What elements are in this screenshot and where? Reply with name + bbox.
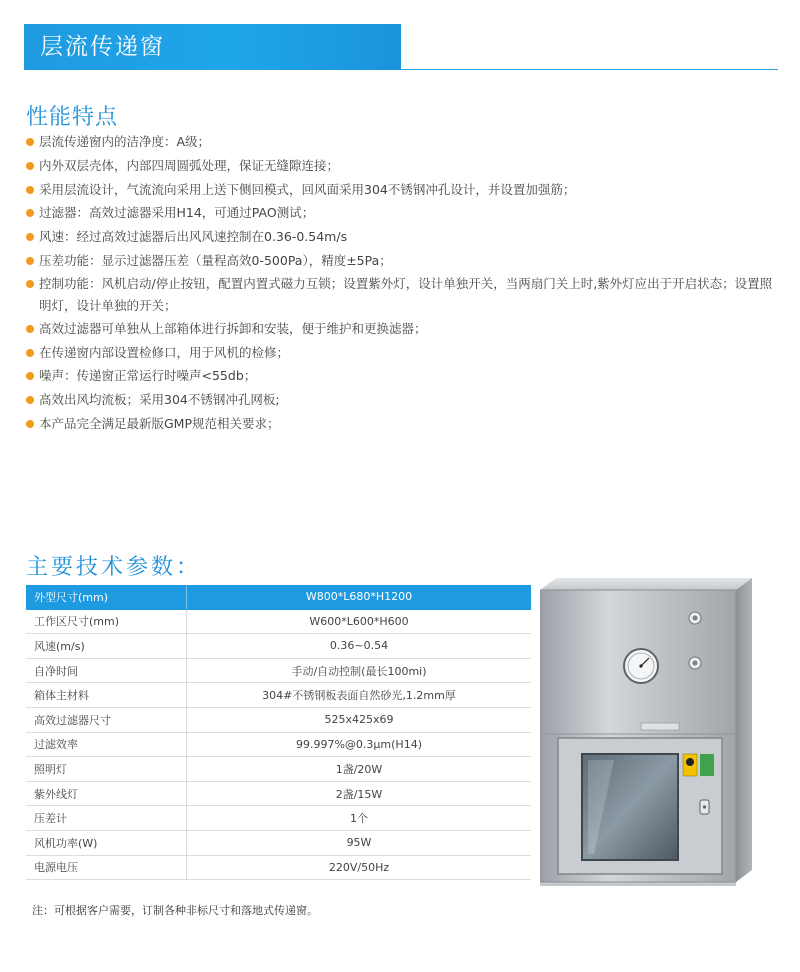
feature-item [26, 364, 776, 388]
feature-item [26, 249, 776, 273]
orange-dot-icon [26, 186, 34, 194]
feature-item [26, 341, 776, 365]
table-row [26, 732, 531, 757]
spec-value: 95W [187, 830, 532, 855]
orange-dot-icon [26, 209, 34, 217]
spec-value: 220V/50Hz [187, 855, 532, 880]
spec-value: 1个 [187, 806, 532, 831]
feature-text: 本产品完全满足最新版GMP规范相关要求； [39, 415, 280, 431]
specs-title: 主要技术参数： [26, 555, 202, 580]
spec-label: 工作区尺寸(mm) [26, 609, 187, 634]
feature-text: 风速：经过高效过滤器后出风风速控制在0.36-0.54m/s [39, 229, 348, 245]
spec-note: 注：可根据客户需要，订制各种非标尺寸和落地式传递窗。 [32, 904, 318, 917]
cabinet-side [736, 578, 752, 882]
table-row [26, 806, 531, 831]
feature-item [26, 178, 776, 202]
pressure-gauge-icon [624, 649, 658, 683]
orange-dot-icon [26, 396, 34, 404]
feature-text: 压差功能：显示过滤器压差（量程高效0-500Pa），精度±5Pa； [39, 252, 392, 268]
table-row [26, 634, 531, 659]
feature-text: 控制功能：风机启动/停止按钮，配置内置式磁力互锁；设置紫外灯，设计单独开关，当两扇门关上时,紫外灯应出于开启状态；设置照明灯，设计单独的开关； [39, 275, 773, 313]
table-row [26, 855, 531, 880]
feature-text: 层流传递窗内的洁净度：A级； [39, 134, 211, 149]
feature-item [26, 388, 776, 412]
spec-value: 1盏/20W [187, 757, 532, 782]
features-list [26, 130, 776, 436]
feature-text: 在传递窗内部设置检修口，用于风机的检修； [39, 344, 290, 360]
table-row [26, 609, 531, 634]
feature-item [26, 130, 776, 154]
spec-label: 紫外线灯 [26, 781, 187, 806]
feature-item [26, 225, 776, 249]
table-row [26, 707, 531, 732]
green-sign [700, 754, 714, 776]
spec-value: 2盏/15W [187, 781, 532, 806]
orange-dot-icon [26, 372, 34, 380]
table-row [26, 658, 531, 683]
feature-item [26, 273, 776, 317]
features-title: 性能特点 [26, 105, 119, 130]
feature-item [26, 317, 776, 341]
spec-label: 过滤效率 [26, 732, 187, 757]
spec-label: 自净时间 [26, 658, 187, 683]
orange-dot-icon [26, 138, 34, 146]
spec-label: 照明灯 [26, 757, 187, 782]
spec-value: W600*L600*H600 [187, 609, 532, 634]
table-row [26, 757, 531, 782]
product-photo [540, 578, 752, 900]
table-row [26, 585, 531, 609]
feature-text: 过滤器：高效过滤器采用H14，可通过PAO测试； [39, 205, 315, 221]
feature-item [26, 154, 776, 178]
spec-label: 高效过滤器尺寸 [26, 707, 187, 732]
spec-label: 箱体主材料 [26, 683, 187, 708]
knob-icon [689, 612, 701, 624]
pass-box-illustration [540, 578, 752, 900]
feature-text: 噪声：传递窗正常运行时噪声<55db； [39, 368, 257, 384]
spec-value: 525x425x69 [187, 707, 532, 732]
orange-dot-icon [26, 325, 34, 333]
spec-value: 0.36~0.54 [187, 634, 532, 659]
spec-value: 304#不锈钢板表面自然砂光,1.2mm厚 [187, 683, 532, 708]
spec-label: 风机功率(W) [26, 830, 187, 855]
spec-label: 风速(m/s) [26, 634, 187, 659]
table-row [26, 830, 531, 855]
orange-dot-icon [26, 280, 34, 288]
spec-value: 手动/自动控制(最长100mi) [187, 658, 532, 683]
cabinet-top [540, 578, 752, 590]
knob-icon [689, 657, 701, 669]
header-divider [401, 69, 778, 70]
nameplate [641, 723, 679, 730]
spec-label: 外型尺寸(mm) [26, 585, 187, 609]
orange-dot-icon [26, 349, 34, 357]
spec-label: 压差计 [26, 806, 187, 831]
specs-table [26, 585, 531, 880]
feature-item [26, 201, 776, 225]
spec-value: 99.997%@0.3μm(H14) [187, 732, 532, 757]
feature-text: 内外双层壳体，内部四周圆弧处理，保证无缝隙连接； [39, 157, 340, 173]
orange-dot-icon [26, 420, 34, 428]
feature-text: 高效过滤器可单独从上部箱体进行拆卸和安装，便于维护和更换滤器； [39, 320, 427, 336]
orange-dot-icon [26, 162, 34, 170]
lock-icon [700, 800, 709, 814]
table-row [26, 683, 531, 708]
feature-text: 采用层流设计，气流流向采用上送下侧回模式，回风面采用304不锈钢冲孔设计，并设置加强筋； [39, 181, 576, 197]
orange-dot-icon [26, 233, 34, 241]
spec-label: 电源电压 [26, 855, 187, 880]
spec-value: W800*L680*H1200 [187, 585, 532, 609]
feature-text: 高效出风均流板；采用304不锈钢冲孔网板; [39, 392, 280, 408]
feature-item [26, 412, 776, 436]
page-title: 层流传递窗 [40, 34, 165, 60]
orange-dot-icon [26, 257, 34, 265]
table-row [26, 781, 531, 806]
